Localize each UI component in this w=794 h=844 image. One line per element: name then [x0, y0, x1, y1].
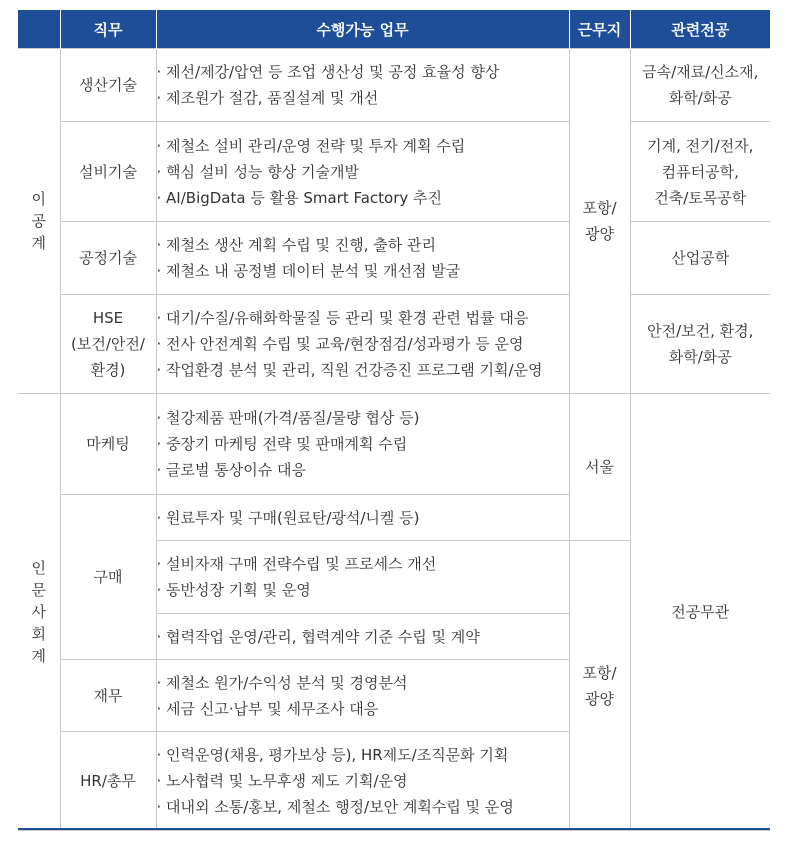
duty-item: · 철강제품 판매(가격/품질/물량 협상 등) [156, 409, 420, 427]
cell-lines [61, 431, 156, 457]
job-purchase [60, 495, 156, 660]
cell-lines [18, 188, 60, 254]
text-line: 이 [31, 190, 46, 208]
text-line: 화학/화공 [668, 348, 732, 366]
duty-item: · AI/BigData 등 활용 Smart Factory 추진 [156, 188, 443, 207]
text-line: (보건/안전/ [71, 335, 145, 353]
table-bottom-rule [18, 828, 770, 830]
cell-lines [631, 318, 771, 370]
duty-item: · 제철소 원가/수익성 분석 및 경영분석 [156, 673, 408, 692]
cell-lines [157, 505, 569, 531]
text-line: 문 [31, 581, 46, 599]
cell-lines [61, 564, 156, 590]
duties-purchase-raw [156, 495, 569, 541]
duty-item: · 중장기 마케팅 전략 및 판매계획 수립 [156, 435, 408, 453]
text-line: 환경) [90, 361, 126, 379]
text-line: 사 [31, 603, 46, 621]
text-line: 기계, 전기/전자, [647, 136, 754, 155]
cell-lines [631, 133, 771, 211]
duty-item: · 대기/수질/유해화학물질 등 관리 및 환경 관련 법률 대응 [156, 309, 529, 327]
duty-item: · 설비자재 구매 전략수립 및 프로세스 개선 [156, 555, 437, 573]
duties-finance [156, 660, 569, 732]
duties-purchase-partner [156, 614, 569, 660]
cell-lines [61, 683, 156, 709]
duty-item: · 제선/제강/압연 등 조업 생산성 및 공정 효율성 향상 [156, 63, 500, 81]
text-line: 공 [31, 212, 46, 230]
major-production [630, 49, 770, 122]
group-humanities [18, 394, 60, 831]
major-facility [630, 122, 770, 222]
duty-item: · 제철소 설비 관리/운영 전략 및 투자 계획 수립 [156, 136, 466, 155]
text-line: 재무 [93, 686, 123, 705]
table-header-row [18, 10, 770, 49]
duty-item: · 대내외 소통/홍보, 제철소 행정/보안 계획수립 및 운영 [156, 798, 514, 816]
text-line: 광양 [585, 225, 614, 243]
cell-lines [157, 59, 569, 111]
text-line: 공정기술 [79, 249, 137, 267]
text-line: 안전/보건, 환경, [647, 322, 754, 340]
cell-lines [18, 557, 60, 667]
text-line: 생산기술 [79, 76, 137, 94]
text-line: HSE [92, 309, 124, 327]
duty-item: · 제철소 내 공정별 데이터 분석 및 개선점 발굴 [156, 262, 461, 280]
duty-item: · 작업환경 분석 및 관리, 직원 건강증진 프로그램 기획/운영 [156, 361, 543, 379]
text-line: 전공무관 [671, 603, 730, 621]
cell-lines [570, 454, 630, 480]
cell-lines [157, 624, 569, 650]
duty-item: · 세금 신고·납부 및 세무조사 대응 [156, 699, 379, 718]
text-line: 마케팅 [86, 435, 130, 453]
header-group [18, 10, 60, 49]
job-production [60, 49, 156, 122]
duty-item: · 동반성장 기획 및 운영 [156, 581, 311, 599]
table-row [18, 222, 770, 295]
cell-lines [157, 305, 569, 383]
header-job: 직무 [60, 10, 156, 49]
duties-process [156, 222, 569, 295]
cell-lines [631, 59, 771, 111]
cell-lines [631, 245, 771, 271]
table-row [18, 295, 770, 394]
text-line: 포항/ [582, 663, 617, 682]
cell-lines [157, 670, 569, 722]
cell-lines [61, 159, 156, 185]
cell-lines [157, 133, 569, 211]
duties-production [156, 49, 569, 122]
job-hr [60, 732, 156, 831]
major-hse [630, 295, 770, 394]
cell-lines [61, 245, 156, 271]
text-line: 금속/재료/신소재, [642, 63, 759, 81]
cell-lines [61, 305, 156, 383]
duty-item: · 핵심 설비 성능 향상 기술개발 [156, 162, 359, 181]
table-row [18, 394, 770, 495]
duty-item: · 노사협력 및 노무후생 제도 기획/운영 [156, 772, 408, 790]
text-line: HR/총무 [80, 772, 136, 790]
duty-item: · 원료투자 및 구매(원료탄/광석/니켈 등) [156, 508, 420, 527]
location-pohang-gwangyang-2 [569, 541, 630, 831]
text-line: 회 [31, 625, 46, 643]
text-line: 서울 [585, 458, 614, 476]
duties-marketing [156, 394, 569, 495]
text-line: 설비기술 [79, 162, 137, 181]
text-line: 계 [31, 647, 46, 665]
cell-lines [157, 232, 569, 284]
text-line: 건축/토목공학 [654, 188, 747, 207]
location-pohang-gwangyang [569, 49, 630, 394]
header-major: 관련전공 [630, 10, 770, 49]
job-process [60, 222, 156, 295]
duties-hse [156, 295, 569, 394]
cell-lines [157, 551, 569, 603]
text-line: 광양 [585, 689, 614, 708]
group-engineering [18, 49, 60, 394]
text-line: 화학/화공 [668, 89, 732, 107]
cell-lines [157, 742, 569, 820]
cell-lines [61, 768, 156, 794]
duty-item: · 제철소 생산 계획 수립 및 진행, 출하 관리 [156, 236, 437, 254]
major-process [630, 222, 770, 295]
text-line: 컴퓨터공학, [661, 162, 739, 181]
header-location: 근무지 [569, 10, 630, 49]
cell-lines [570, 660, 630, 712]
job-marketing [60, 394, 156, 495]
jobs-table [18, 10, 770, 831]
text-line: 인 [31, 559, 46, 577]
cell-lines [157, 405, 569, 483]
duty-item: · 글로벌 통상이슈 대응 [156, 461, 306, 479]
cell-lines [631, 599, 771, 625]
cell-lines [570, 195, 630, 247]
duties-purchase-equipment [156, 541, 569, 614]
table-row [18, 122, 770, 222]
duty-item: · 전사 안전계획 수립 및 교육/현장점검/성과평가 등 운영 [156, 335, 524, 353]
text-line: 구매 [93, 568, 123, 586]
text-line: 계 [31, 234, 46, 252]
duty-item: · 제조원가 절감, 품질설계 및 개선 [156, 89, 379, 107]
job-finance [60, 660, 156, 732]
text-line: 포항/ [582, 199, 617, 217]
text-line: 산업공학 [671, 249, 730, 267]
cell-lines [61, 72, 156, 98]
duty-item: · 협력작업 운영/관리, 협력계약 기준 수립 및 계약 [156, 627, 480, 646]
major-any [630, 394, 770, 831]
header-duties: 수행가능 업무 [156, 10, 569, 49]
duties-facility [156, 122, 569, 222]
table-row [18, 49, 770, 122]
job-hse [60, 295, 156, 394]
duties-hr [156, 732, 569, 831]
location-seoul [569, 394, 630, 541]
duty-item: · 인력운영(채용, 평가보상 등), HR제도/조직문화 기획 [156, 746, 509, 764]
job-facility [60, 122, 156, 222]
